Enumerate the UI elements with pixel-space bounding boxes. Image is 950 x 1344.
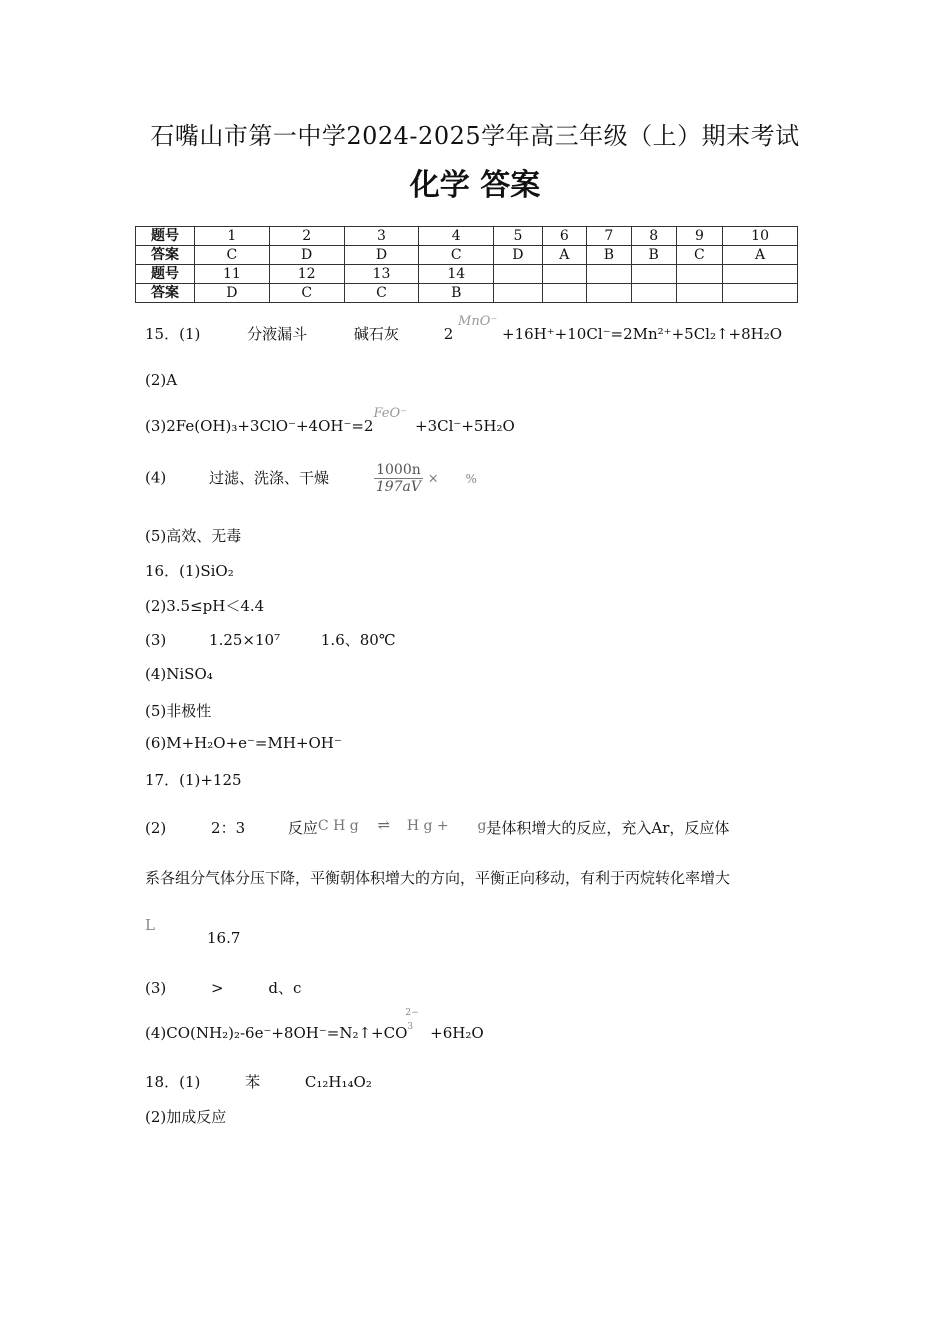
fraction-numerator: 1000n [374,462,423,479]
table-cell: A [723,246,798,265]
q18-part1 [145,1071,372,1092]
row-label: 答案 [136,246,195,265]
q18-p1-answer-2: C₁₂H₁₄O₂ [304,1073,372,1091]
q18-p1-label: 18．(1) [145,1073,201,1091]
q15-p4-pct: % [465,471,477,486]
q17-part2-frag4: L [145,916,155,934]
q17-part2-continued: 系各组分气体分压下降，平衡朝体积增大的方向，平衡正向移动，有利于丙烷转化率增大 [145,869,731,887]
table-cell [494,265,543,284]
q15-part4 [145,462,477,495]
q16-p3-answer-1: 1.25×10⁷ [209,631,281,649]
table-cell [676,284,723,303]
q15-p4-fraction [374,462,423,495]
page-title: 石嘴山市第一中学2024-2025学年高三年级（上）期末考试 [150,122,800,150]
table-cell: C [344,284,419,303]
table-cell [542,284,586,303]
table-cell: 12 [269,265,344,284]
q15-answer-1: 分液漏斗 [247,325,308,343]
table-cell: 6 [542,227,586,246]
q16-part3 [145,629,396,650]
q17-p4-charge [405,1008,421,1038]
q16-part4: (4)NiSO₄ [145,665,213,683]
q15-eq-coef: 2 [443,325,454,343]
q15-p4-label: (4) [145,468,167,487]
table-cell: D [494,246,543,265]
table-cell [723,265,798,284]
table-cell: C [419,246,494,265]
table-cell [586,284,631,303]
fraction-denominator: 197aV [375,479,422,495]
q17-p3-answer-1: > [211,979,224,997]
q15-part2: (2)A [145,371,178,389]
table-cell: 10 [723,227,798,246]
q18-part2: (2)加成反应 [145,1108,227,1126]
q17-p4-rest: +6H₂O [430,1024,484,1042]
table-row [136,227,798,246]
table-cell: 2 [269,227,344,246]
charge-sup: 2− [405,1008,419,1018]
answer-table [135,226,798,303]
table-cell: 5 [494,227,543,246]
table-cell: 4 [419,227,494,246]
table-cell: 14 [419,265,494,284]
q15-label: 15．(1) [145,325,201,343]
table-cell: A [542,246,586,265]
q15-p3-pre: (3)2Fe(OH)₃+3ClO⁻+4OH⁻=2 [145,417,374,435]
q17-part2-value: 16.7 [207,929,241,947]
q16-part2: (2)3.5≤pH＜4.4 [145,597,265,615]
q17-p4-pre: (4)CO(NH₂)₂-6e⁻+8OH⁻=N₂↑+CO [145,1024,408,1042]
table-cell: 11 [195,265,270,284]
table-cell [631,284,676,303]
row-label: 题号 [136,265,195,284]
q18-p1-answer-1: 苯 [245,1073,261,1091]
q16-p3-label: (3) [145,631,167,649]
q15-p4-text: 过滤、洗涤、干燥 [209,468,330,487]
table-cell: 9 [676,227,723,246]
table-cell [494,284,543,303]
q15-eq-rest: +16H⁺+10Cl⁻=2Mn²⁺+5Cl₂↑+8H₂O [502,325,783,343]
q17-part4 [145,1008,484,1042]
q15-part3 [145,406,515,435]
q16-part6: (6)M+H₂O+e⁻=MH+OH⁻ [145,734,342,752]
table-cell [723,284,798,303]
table-cell: B [586,246,631,265]
q16-part5: (5)非极性 [145,702,212,720]
table-cell [586,265,631,284]
table-cell: B [419,284,494,303]
table-row [136,265,798,284]
q17-p3-label: (3) [145,979,167,997]
table-cell: C [676,246,723,265]
table-cell: C [195,246,270,265]
table-cell: C [269,284,344,303]
q17-p2-label: (2) [145,819,167,837]
q17-p2-ratio: 2：3 [211,819,246,837]
q15-answer-2: 碱石灰 [353,325,399,343]
table-cell: D [195,284,270,303]
table-cell [542,265,586,284]
q17-part3 [145,977,301,998]
q16-part1: 16．(1)SiO₂ [145,562,234,580]
table-row [136,246,798,265]
table-row [136,284,798,303]
table-cell [676,265,723,284]
table-cell: 7 [586,227,631,246]
q15-part5: (5)高效、无毒 [145,527,242,545]
charge-sub: 3 [407,1022,414,1032]
q15-eq-ion: MnO⁻ [458,314,498,329]
table-cell: D [269,246,344,265]
table-cell: 3 [344,227,419,246]
table-cell: 1 [195,227,270,246]
row-label: 题号 [136,227,195,246]
table-cell: 13 [344,265,419,284]
q15-part1 [145,314,783,344]
page-subtitle: 化学 答案 [409,168,541,203]
q15-p4-times: × [427,471,439,487]
q16-p3-answer-2: 1.6、80℃ [320,631,396,649]
q15-p3-ion: FeO⁻ [373,406,408,421]
q17-p3-answer-2: d、c [268,979,302,997]
q17-p2-frag3: g [477,818,487,834]
q17-p2-arrow: ⇌ [377,816,391,834]
q17-p2-frag1: C H g [317,818,359,834]
q17-part1: 17．(1)+125 [145,771,242,789]
table-cell: 8 [631,227,676,246]
q17-p2-frag2: H g + [406,818,449,834]
table-cell: B [631,246,676,265]
table-cell [631,265,676,284]
q17-part2 [145,817,729,838]
row-label: 答案 [136,284,195,303]
table-cell: D [344,246,419,265]
q17-p2-text: 是体积增大的反应，充入Ar，反应体 [486,819,730,837]
q17-p2-pre: 反应 [287,819,318,837]
q15-p3-rest: +3Cl⁻+5H₂O [415,417,515,435]
